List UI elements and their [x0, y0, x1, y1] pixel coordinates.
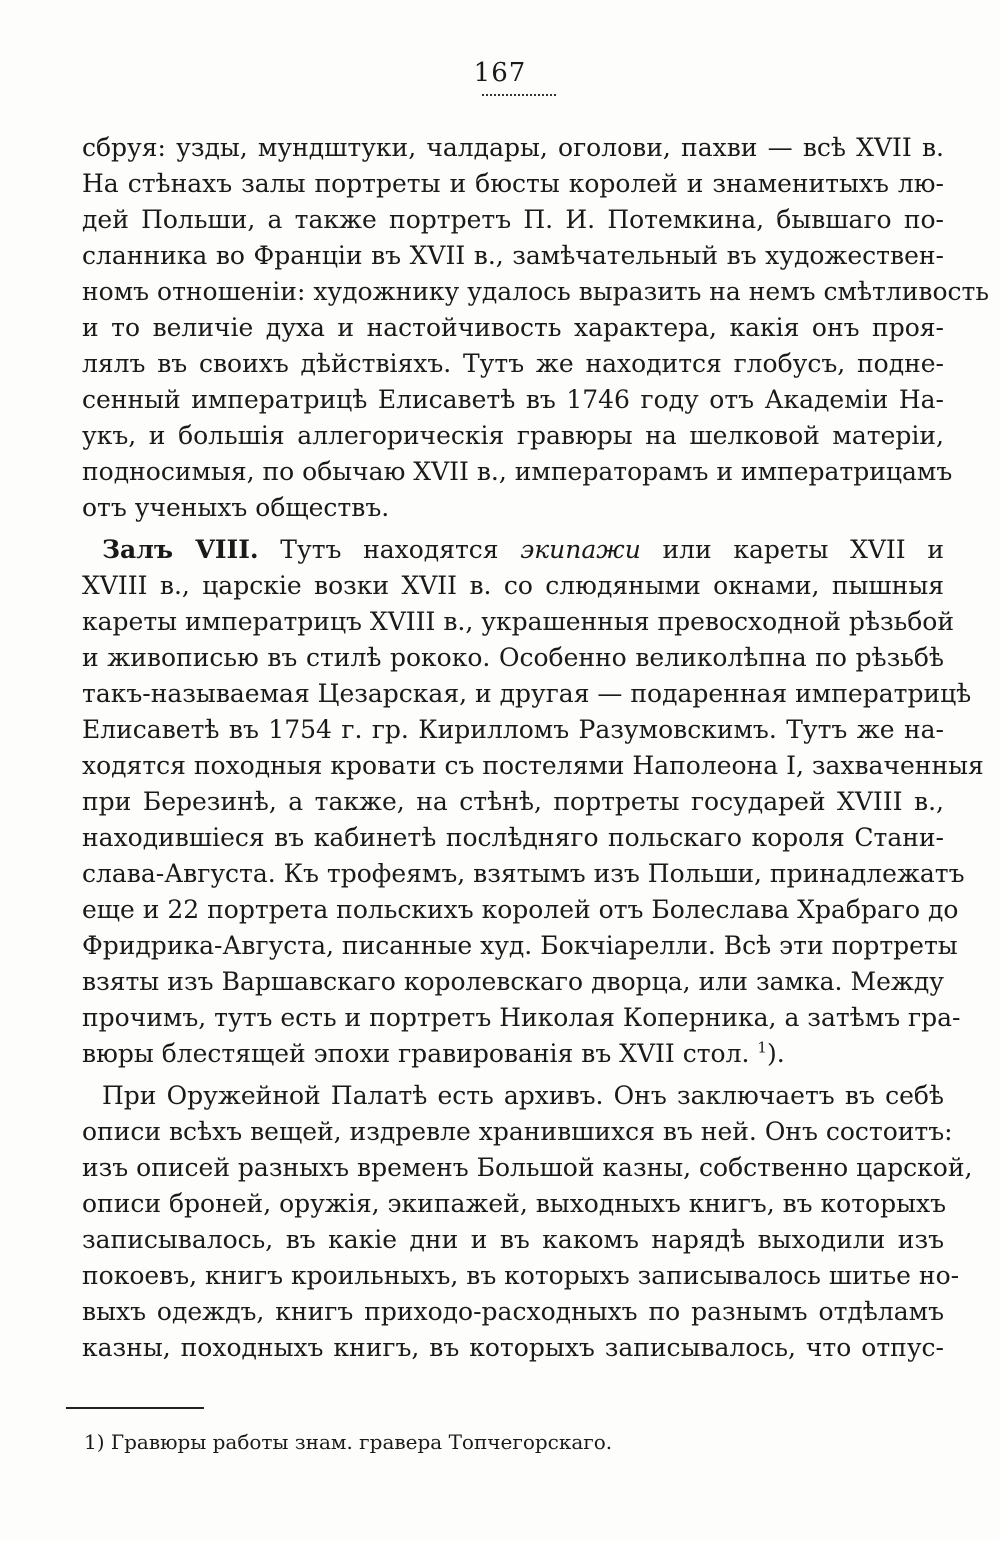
text-line: сбруя: узды, мундштуки, чалдары, оголови, пахви — всѣ XVII в.: [82, 133, 944, 162]
text-line: XVIII в., царскіе возки XVII в. со слюдяными окнами, пышныя: [82, 571, 944, 600]
text-line: записывалось, въ какіе дни и въ какомъ нарядѣ выходили изъ: [82, 1225, 944, 1254]
body-text: [82, 130, 989, 1366]
text-run: ).: [766, 1039, 785, 1068]
text-run: или кареты XVII и: [640, 535, 944, 564]
text-line: описи всѣхъ вещей, издревле хранившихся въ ней. Онъ состоитъ:: [82, 1117, 953, 1146]
footnote-reference[interactable]: 1: [757, 1038, 767, 1057]
text-line: изъ описей разныхъ временъ Большой казны, собственно царской,: [82, 1153, 973, 1182]
text-line: [82, 1036, 944, 1072]
paragraph-2: [82, 532, 984, 1072]
text-line: укъ, и большія аллегорическія гравюры на шелковой матеріи,: [82, 421, 944, 450]
text-line: подносимыя, по обычаю XVII в., императорамъ и императрицамъ: [82, 457, 953, 486]
text-line: при Березинѣ, а также, на стѣнѣ, портреты государей XVIII в.,: [82, 787, 944, 816]
text-run: Тутъ находятся: [258, 535, 521, 564]
text-line: кареты императрицъ XVIII в., украшенныя превосходной рѣзьбой: [82, 607, 955, 636]
text-line: На стѣнахъ залы портреты и бюсты королей и знаменитыхъ лю-: [82, 169, 944, 198]
text-run: вюры блестящей эпохи гравированія въ XVII стол.: [82, 1039, 750, 1068]
text-line: отъ ученыхъ обществъ.: [82, 493, 390, 522]
text-line: [82, 532, 944, 568]
text-line: такъ-называемая Цезарская, и другая — подаренная императрицѣ: [82, 679, 972, 708]
text-line: лялъ въ своихъ дѣйствіяхъ. Тутъ же находится глобусъ, поднe-: [82, 349, 944, 378]
text-line: слава-Августа. Къ трофеямъ, взятымъ изъ Польши, принадлежатъ: [82, 859, 965, 888]
text-line: дей Польши, а также портретъ П. И. Потемкина, бывшаго по-: [82, 205, 944, 234]
section-heading: Залъ VIII.: [102, 535, 259, 564]
paragraph-1: [82, 130, 989, 526]
text-line: покоевъ, книгъ кроильныхъ, въ которыхъ записывалось шитье но-: [82, 1261, 960, 1290]
text-line: При Оружейной Палатѣ есть архивъ. Онъ заключаетъ въ себѣ: [102, 1081, 944, 1110]
text-line: ходятся походныя кровати съ постелями Наполеона I, захваченныя: [82, 751, 984, 780]
text-line: взяты изъ Варшавскаго королевскаго дворца, или замка. Между: [82, 967, 944, 996]
text-line: сланника во Франціи въ XVII в., замѣчательный въ художествен-: [82, 241, 944, 270]
text-line: номъ отношеніи: художнику удалось выразить на немъ смѣтливость: [82, 277, 989, 306]
text-line: еще и 22 портрета польскихъ королей отъ Болеслава Храбраго до: [82, 895, 959, 924]
text-line: находившіеся въ кабинетѣ послѣдняго польскаго короля Стани-: [82, 823, 944, 852]
page-number-underline: [482, 94, 556, 96]
text-line: и то величіе духа и настойчивость характера, какія онъ проя-: [82, 313, 944, 342]
footnote: 1) Гравюры работы знам. гравера Топчегорскаго.: [84, 1430, 613, 1454]
text-line: и живописью въ стилѣ рококо. Особенно великолѣпна по рѣзьбѣ: [82, 643, 944, 672]
text-line: казны, походныхъ книгъ, въ которыхъ записывалось, что отпус-: [82, 1333, 944, 1362]
emphasized-word: экипажи: [520, 535, 641, 564]
text-line: прочимъ, тутъ есть и портретъ Николая Коперника, а затѣмъ гра-: [82, 1003, 961, 1032]
text-line: сенный императрицѣ Елисаветѣ въ 1746 году отъ Академіи На-: [82, 385, 944, 414]
paragraph-3: [82, 1078, 973, 1366]
text-line: Елисаветѣ въ 1754 г. гр. Кирилломъ Разумовскимъ. Тутъ же на-: [82, 715, 944, 744]
page-number: 167: [473, 58, 527, 88]
text-line: описи броней, оружія, экипажей, выходныхъ книгъ, въ которыхъ: [82, 1189, 947, 1218]
footnote-divider: [66, 1407, 204, 1409]
text-line: выхъ одеждъ, книгъ приходо-расходныхъ по разнымъ отдѣламъ: [82, 1297, 944, 1326]
text-line: Фридрика-Августа, писанные худ. Бокчіарелли. Всѣ эти портреты: [82, 931, 958, 960]
